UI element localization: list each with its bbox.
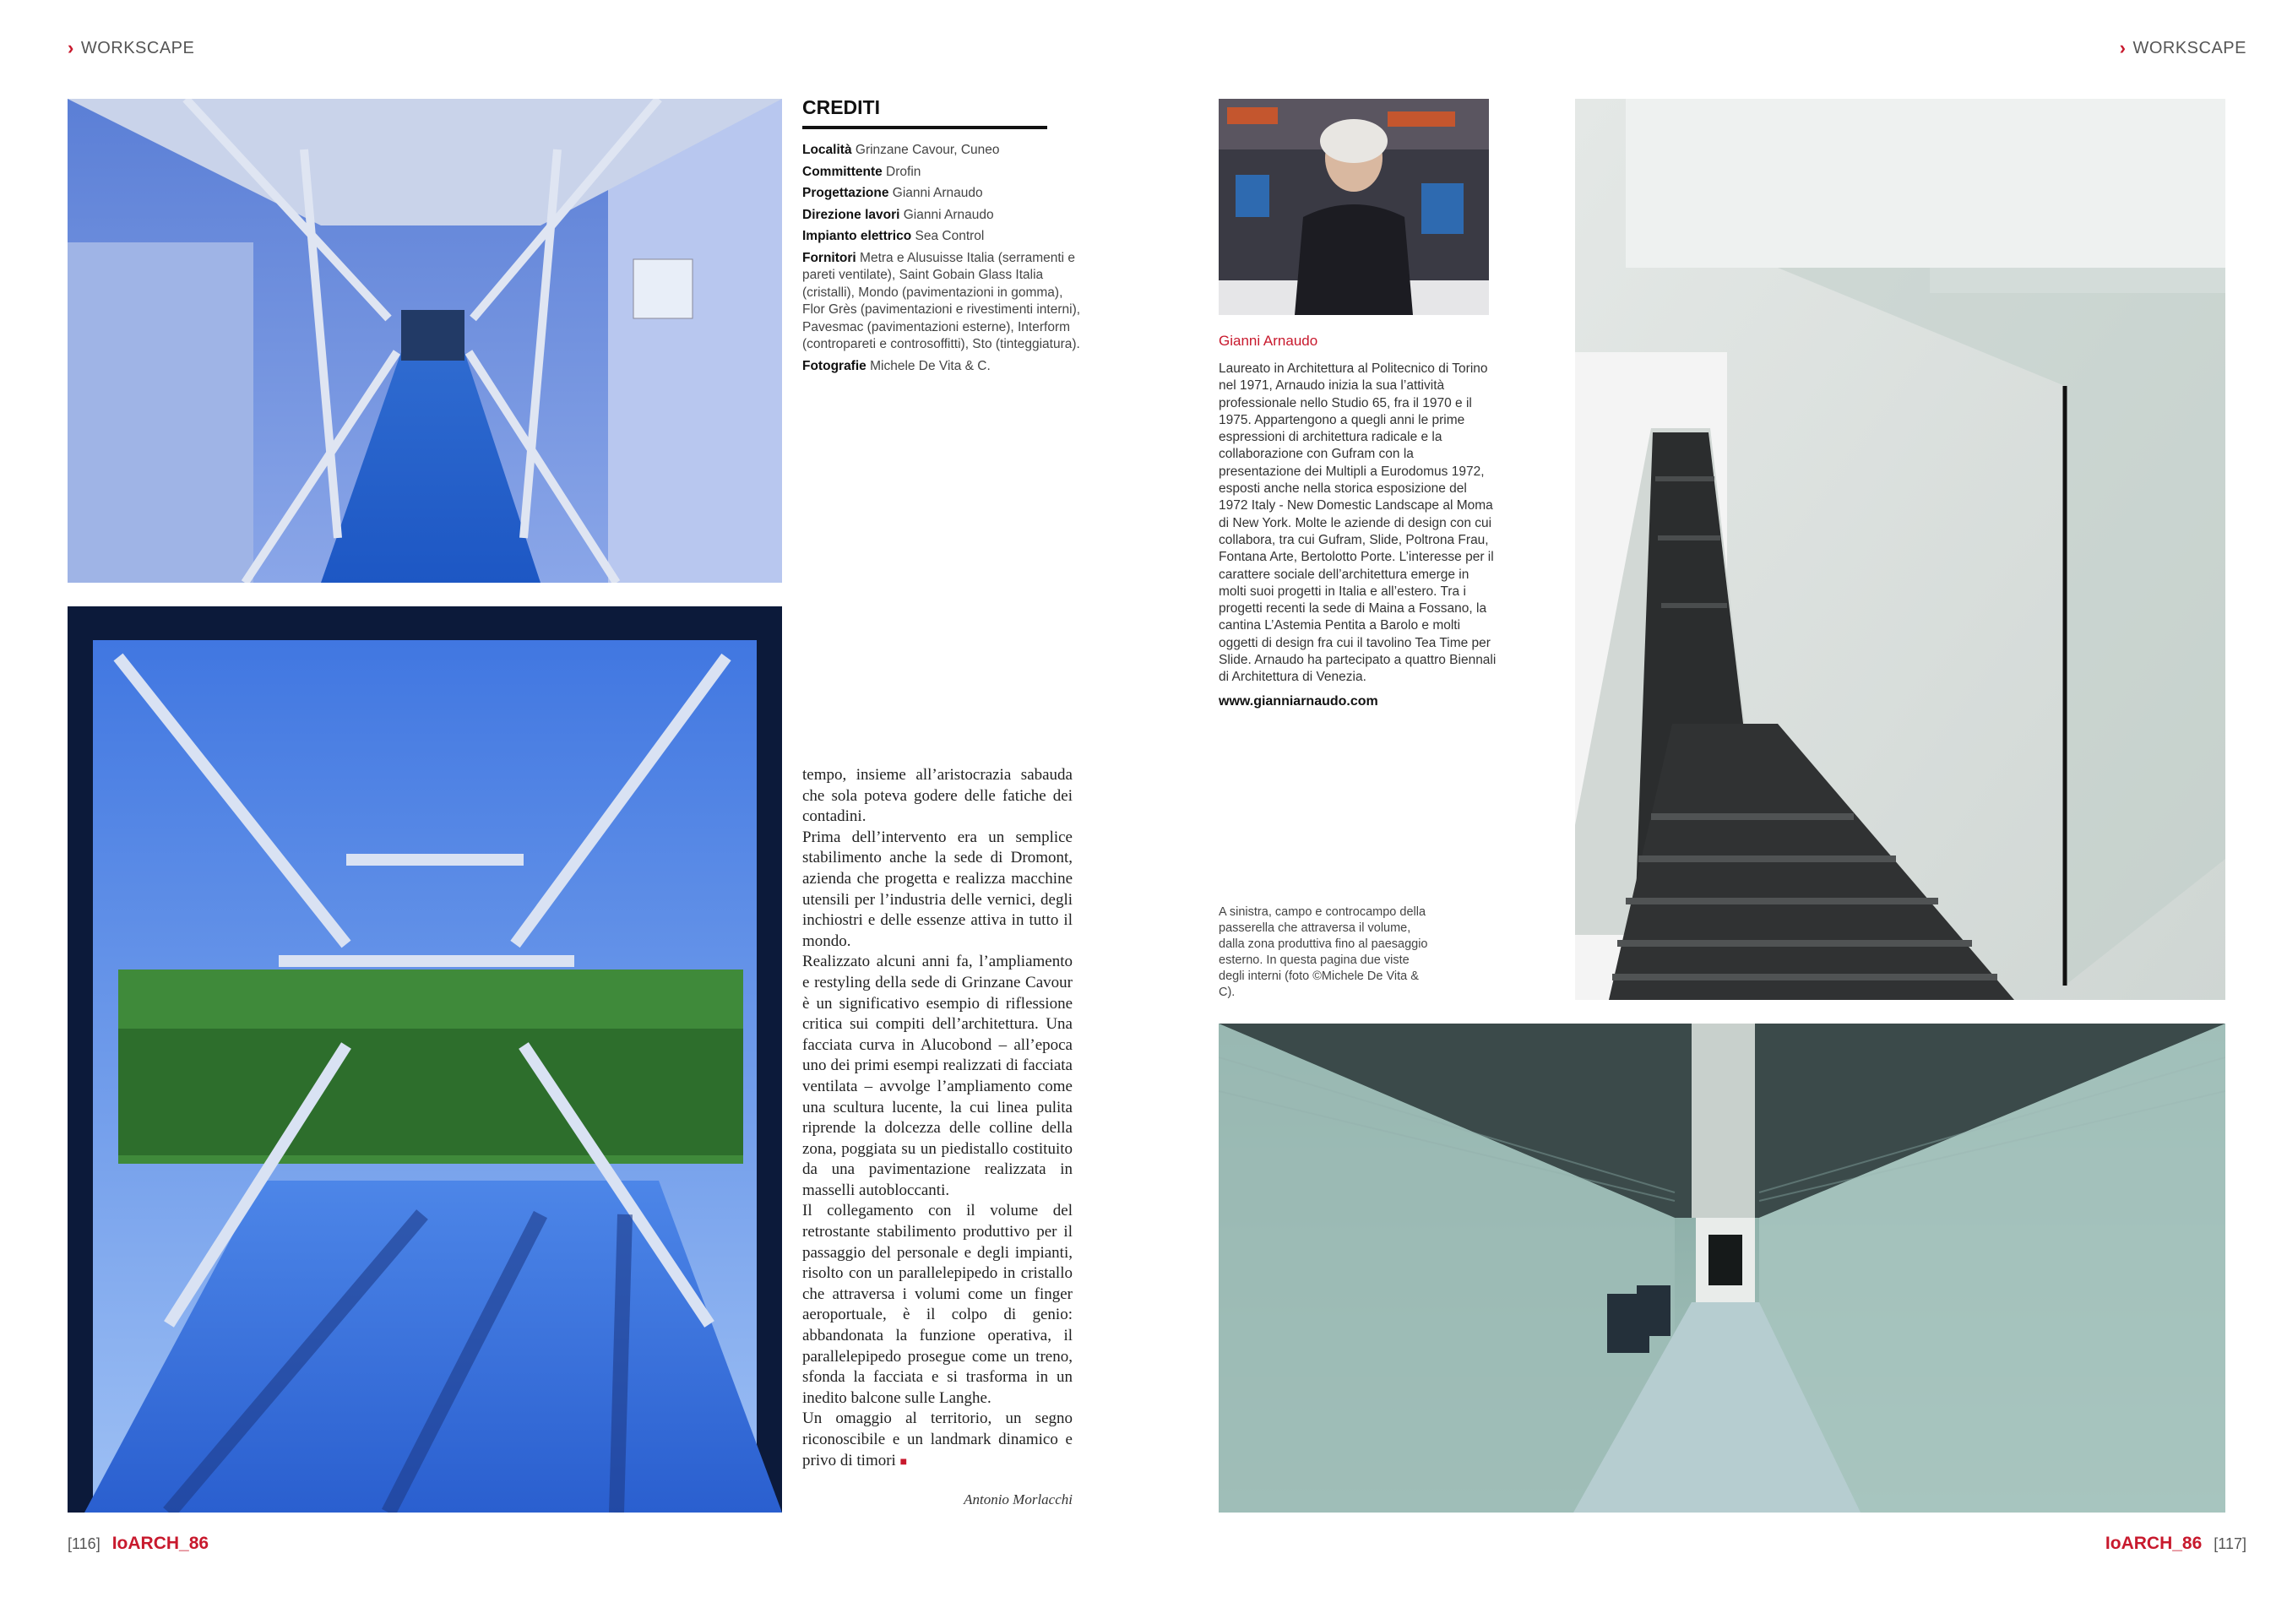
chevron-right-icon: ›: [68, 37, 74, 58]
magazine-name: IoARCH_86: [111, 1534, 209, 1553]
article-paragraph: tempo, insieme all’aristocrazia sabauda che sola poteva godere delle fatiche dei contadini.: [802, 766, 1073, 826]
magazine-name: IoARCH_86: [2105, 1534, 2203, 1553]
page-number: [117]: [2214, 1534, 2246, 1552]
section-header-left: [68, 37, 194, 59]
article-paragraph: Realizzato alcuni anni fa, l’ampliamento e restyling della sede di Grinzane Cavour è un significativo esempio di riflessione critica sui compiti dell’architettura. Una facciata curva in Alucobond – all’epoca uno dei primi esempi realizzati di facciata ventilata – avvolge l’ampliamento come una scultura lucente, la cui linea pulita riprende la dolcezza delle colline della zona, poggiata su un piedistallo costituito da una pavimentazione realizzata in masselli autobloccanti.: [802, 953, 1073, 1199]
credit-row: Progettazione Gianni Arnaudo: [802, 186, 983, 200]
photo-caption: A sinistra, campo e controcampo della passerella che attraversa il volume, dalla zona produttiva fino al paesaggio esterno. In questa pagina due viste degli interni (foto ©Michele De Vita & C).: [1219, 905, 1428, 999]
bio-text: Laureato in Architettura al Politecnico di Torino nel 1971, Arnaudo inizia la sua l’attività professionale nello Studio 65, fra il 1970 e il 1975. Appartengono a quegli anni le prime espressioni di architettura radicale e la collaborazione con Gufram con la presentazione dei Multipli a Eurodomus 1972, esposti anche nella storica esposizione del 1972 Italy - New Domestic Landscape al Moma di New York. Molte le aziende di design con cui collabora, tra cui Gufram, Slide, Poltrona Frau, Fontana Arte, Bertolotto Porte. L’interesse per il carattere sociale dell’architettura emerge in molti suoi progetti in Italia e all’estero. Tra i progetti recenti la sede di Maina a Fossano, la cantina L’Astemia Pentita a Barolo e molti oggetti di design fra cui il tavolino Tea Time per Slide. Arnaudo ha partecipato a quattro Biennali di Architettura di Venezia.: [1219, 361, 1497, 685]
footer-left: [68, 1534, 209, 1554]
walkway-photo-top: [68, 99, 782, 583]
chevron-right-icon: ›: [2119, 37, 2127, 58]
office-corridor-photo: [1219, 1024, 2225, 1513]
article-paragraph: Il collegamento con il volume del retrostante stabilimento produttivo per il passaggio del personale e degli impianti, risolto con un parallelepipedo in cristallo che attraversa i volumi come un finger aeroportuale, è il colpo di genio: abbandonata la funzione operativa, il parallelepipedo prosegue come un treno, sfonda la facciata e si trasforma in un inedito balcone sulle Langhe.: [802, 1202, 1073, 1407]
section-header-right: [2120, 37, 2246, 59]
credit-row: Fornitori Metra e Alusuisse Italia (serramenti e pareti ventilate), Saint Gobain Glass Italia (cristalli), Mondo (pavimentazioni in gomma), Flor Grès (pavimentazioni e rivestimenti interni), Pavesmac (pavimentazioni esterne), Interform (contropareti e controsoffitti), Sto (tinteggiatura).: [802, 250, 1081, 351]
bio-name: Gianni Arnaudo: [1219, 333, 1318, 349]
section-label: WORKSCAPE: [2132, 38, 2246, 57]
credit-row: Direzione lavori Gianni Arnaudo: [802, 207, 994, 222]
website-link[interactable]: www.gianniarnaudo.com: [1219, 694, 1378, 709]
section-label: WORKSCAPE: [80, 38, 195, 57]
author-name: Antonio Morlacchi: [964, 1491, 1073, 1507]
credit-row: Impianto elettrico Sea Control: [802, 229, 985, 243]
credits-list: [802, 142, 1081, 379]
credit-row: Località Grinzane Cavour, Cuneo: [802, 143, 1000, 157]
article-paragraph: Prima dell’intervento era un semplice stabilimento anche la sede di Dromont, azienda che progetta e realizza macchine utensili per l’industria delle vernici, degli inchiostri e delle essenze attiva in tutto il mondo.: [802, 828, 1073, 950]
page-number: [116]: [68, 1534, 100, 1552]
credit-row: Fotografie Michele De Vita & C.: [802, 358, 991, 373]
stairs-photo: [1575, 99, 2225, 1000]
article-paragraph: Un omaggio al territorio, un segno riconoscibile e un landmark dinamico e privo di timori ■: [802, 1409, 1073, 1469]
end-mark-icon: ■: [899, 1455, 908, 1469]
portrait-photo: [1219, 99, 1489, 315]
article-body: [802, 765, 1073, 1473]
footer-right: [2105, 1534, 2246, 1554]
walkway-photo-bottom: [68, 606, 782, 1513]
credit-row: Committente Drofin: [802, 164, 921, 179]
credits-title: CREDITI: [802, 96, 1047, 129]
